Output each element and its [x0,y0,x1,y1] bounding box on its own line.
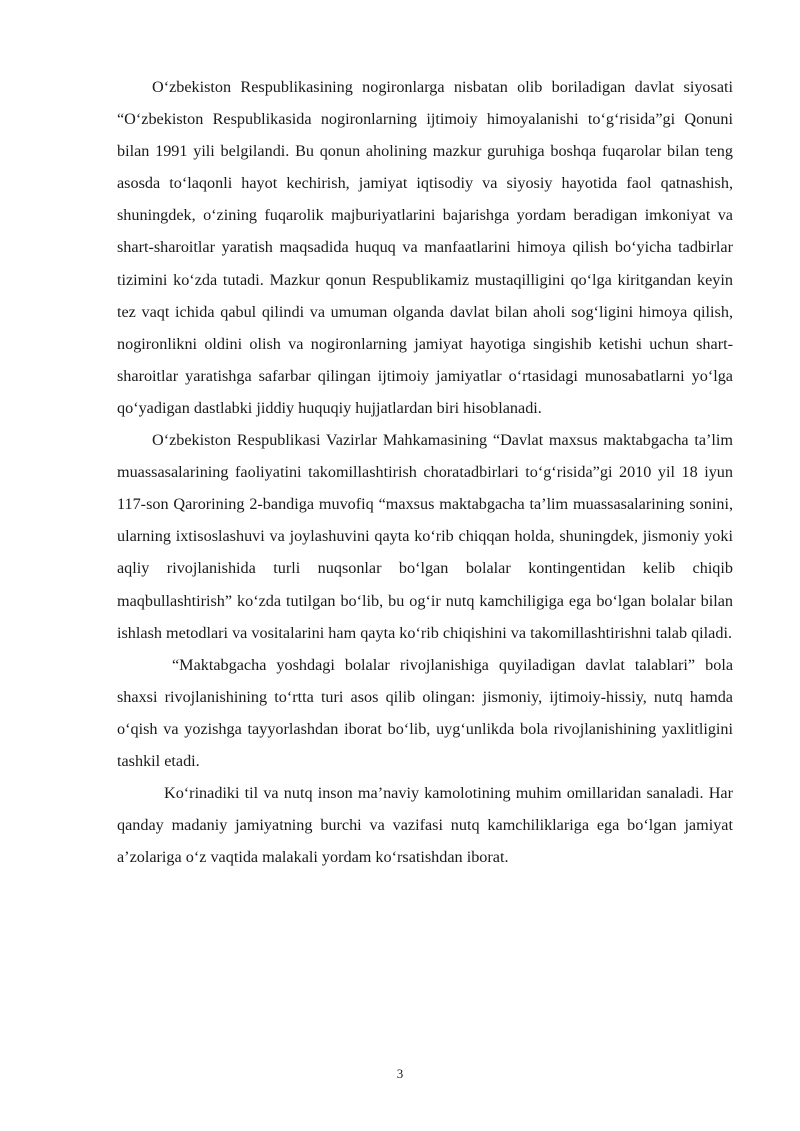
paragraph: O‘zbekiston Respublikasi Vazirlar Mahkamasining “Davlat maxsus maktabgacha ta’lim muassasalarining faoliyatini takomillashtirish choratadbirlari to‘g‘risida”gi 2010 yil 18 iyun 117-son Qarorining 2-bandiga muvofiq “maxsus maktabgacha ta’lim muassasalarining sonini, ularning ixtisoslashuvi va joylashuvini qayta ko‘rib chiqqan holda, shuningdek, jismoniy yoki aqliy rivojlanishida turli nuqsonlar bo‘lgan bolalar kontingentidan kelib chiqib maqbullashtirish” ko‘zda tutilgan bo‘lib, bu og‘ir nutq kamchiligiga ega bo‘lgan bolalar bilan ishlash metodlari va vositalarini ham qayta ko‘rib chiqishini va takomillashtirishni talab qiladi. [117,431,733,642]
paragraph: Ko‘rinadiki til va nutq inson ma’naviy kamolotining muhim omillaridan sanaladi. Har qanday madaniy jamiyatning burchi va vazifasi nutq kamchiliklariga ega bo‘lgan jamiyat a’zolariga o‘z vaqtida malakali yordam ko‘rsatishdan iborat. [117,784,733,867]
paragraph: “Maktabgacha yoshdagi bolalar rivojlanishiga quyiladigan davlat talablari” bola shaxsi rivojlanishining to‘rtta turi asos qilib olingan: jismoniy, ijtimoiy-hissiy, nutq hamda o‘qish va yozishga tayyorlashdan iborat bo‘lib, uyg‘unlikda bola rivojlanishining yaxlitligini tashkil etadi. [117,655,733,770]
document-body [117,71,733,873]
page-number: 3 [396,1066,404,1081]
paragraph: O‘zbekiston Respublikasining nogironlarga nisbatan olib boriladigan davlat siyosati “O‘zbekiston Respublikasida nogironlarning ijtimoiy himoyalanishi to‘g‘risida”gi Qonuni bilan 1991 yili belgilandi. Bu qonun aholining mazkur guruhiga boshqa fuqarolar bilan teng asosda to‘laqonli hayot kechirish, jamiyat iqtisodiy va siyosiy hayotida faol qatnashish, shuningdek, o‘zining fuqarolik majburiyatlarini bajarishga yordam beradigan imkoniyat va shart-sharoitlar yaratish maqsadida huquq va manfaatlarini himoya qilish bo‘yicha tadbirlar tizimini ko‘zda tutadi. Mazkur qonun Respublikamiz mustaqilligini qo‘lga kiritgandan keyin tez vaqt ichida qabul qilindi va umuman olganda davlat bilan aholi sog‘ligini himoya qilish, nogironlikni oldini olish va nogironlarning jamiyat hayotiga singishib ketishi uchun shart-sharoitlar yaratishga safarbar qilingan ijtimoiy jamiyatlar o‘rtasidagi munosabatlarni yo‘lga qo‘yadigan dastlabki jiddiy huquqiy hujjatlardan biri hisoblanadi. [117,78,733,417]
